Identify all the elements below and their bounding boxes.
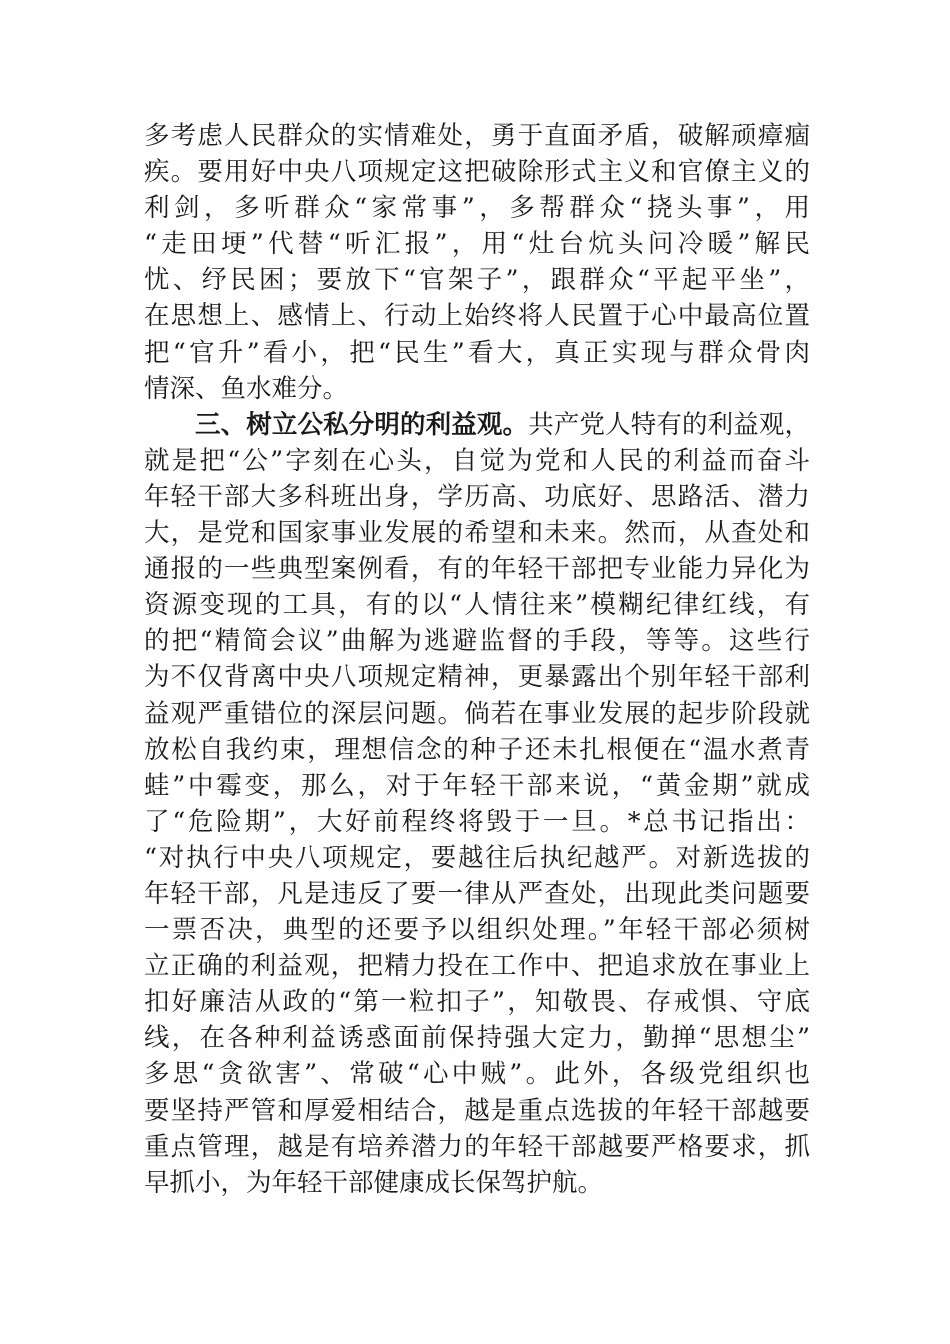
text-line: 多思“贪欲害”、常破“心中贼”。此外，各级党组织也 (144, 1059, 810, 1090)
text-line: 扣好廉洁从政的“第一粒扣子”，知敬畏、存戒惧、守底 (144, 987, 810, 1018)
text-line: “对执行中央八项规定，要越往后执纪越严。对新选拔的 (144, 842, 810, 873)
text-line: 要坚持严管和厚爱相结合，越是重点选拔的年轻干部越要 (144, 1095, 810, 1126)
text-line: 就是把“公”字刻在心头，自觉为党和人民的利益而奋斗 (144, 445, 810, 476)
text-line: 在思想上、感情上、行动上始终将人民置于心中最高位置 (144, 301, 810, 332)
heading-line-rest: 共产党人特有的利益观， (528, 409, 810, 440)
text-line: 年轻干部大多科班出身，学历高、功底好、思路活、潜力 (144, 481, 810, 512)
text-line: 早抓小，为年轻干部健康成长保驾护航。 (144, 1167, 604, 1198)
text-line: 益观严重错位的深层问题。倘若在事业发展的起步阶段就 (144, 698, 810, 729)
text-line: 重点管理，越是有培养潜力的年轻干部越要严格要求，抓 (144, 1131, 810, 1162)
text-line: 线，在各种利益诱惑面前保持强大定力，勤掸“思想尘” (144, 1023, 810, 1054)
paragraph-people-oriented (144, 118, 810, 407)
text-line: 年轻干部，凡是违反了要一律从严查处，出现此类问题要 (144, 878, 810, 909)
text-line: “走田埂”代替“听汇报”，用“灶台炕头问冷暖”解民 (144, 229, 810, 260)
text-line: 一票否决，典型的还要予以组织处理。”年轻干部必须树 (144, 915, 810, 946)
paragraph-interest-view (144, 407, 810, 1201)
text-line: 资源变现的工具，有的以“人情往来”模糊纪律红线，有 (144, 590, 810, 621)
text-line: 多考虑人民群众的实情难处，勇于直面矛盾，破解顽瘴痼 (144, 121, 810, 151)
text-line: 通报的一些典型案例看，有的年轻干部把专业能力异化为 (144, 554, 810, 585)
text-line: 了“危险期”，大好前程终将毁于一旦。*总书记指出： (144, 806, 810, 837)
text-line: 大，是党和国家事业发展的希望和未来。然而，从查处和 (144, 518, 810, 549)
text-line: 放松自我约束，理想信念的种子还未扎根便在“温水煮青 (144, 734, 810, 765)
text-line: 利剑，多听群众“家常事”，多帮群众“挠头事”，用 (144, 193, 810, 224)
section-heading: 三、树立公私分明的利益观。 (195, 409, 529, 440)
text-line: 为不仅背离中央八项规定精神，更暴露出个别年轻干部利 (144, 662, 810, 693)
text-line: 立正确的利益观，把精力投在工作中、把追求放在事业上 (144, 951, 810, 982)
text-line: 情深、鱼水难分。 (144, 373, 349, 404)
document-page (144, 118, 810, 1201)
text-line: 蛙”中霉变，那么，对于年轻干部来说，“黄金期”就成 (144, 770, 810, 801)
text-line: 疾。要用好中央八项规定这把破除形式主义和官僚主义的 (144, 157, 810, 188)
text-line: 把“官升”看小，把“民生”看大，真正实现与群众骨肉 (144, 337, 810, 368)
text-line: 的把“精简会议”曲解为逃避监督的手段，等等。这些行 (144, 626, 810, 657)
text-line: 忧、纾民困；要放下“官架子”，跟群众“平起平坐”， (144, 265, 810, 296)
heading-line (144, 407, 810, 443)
